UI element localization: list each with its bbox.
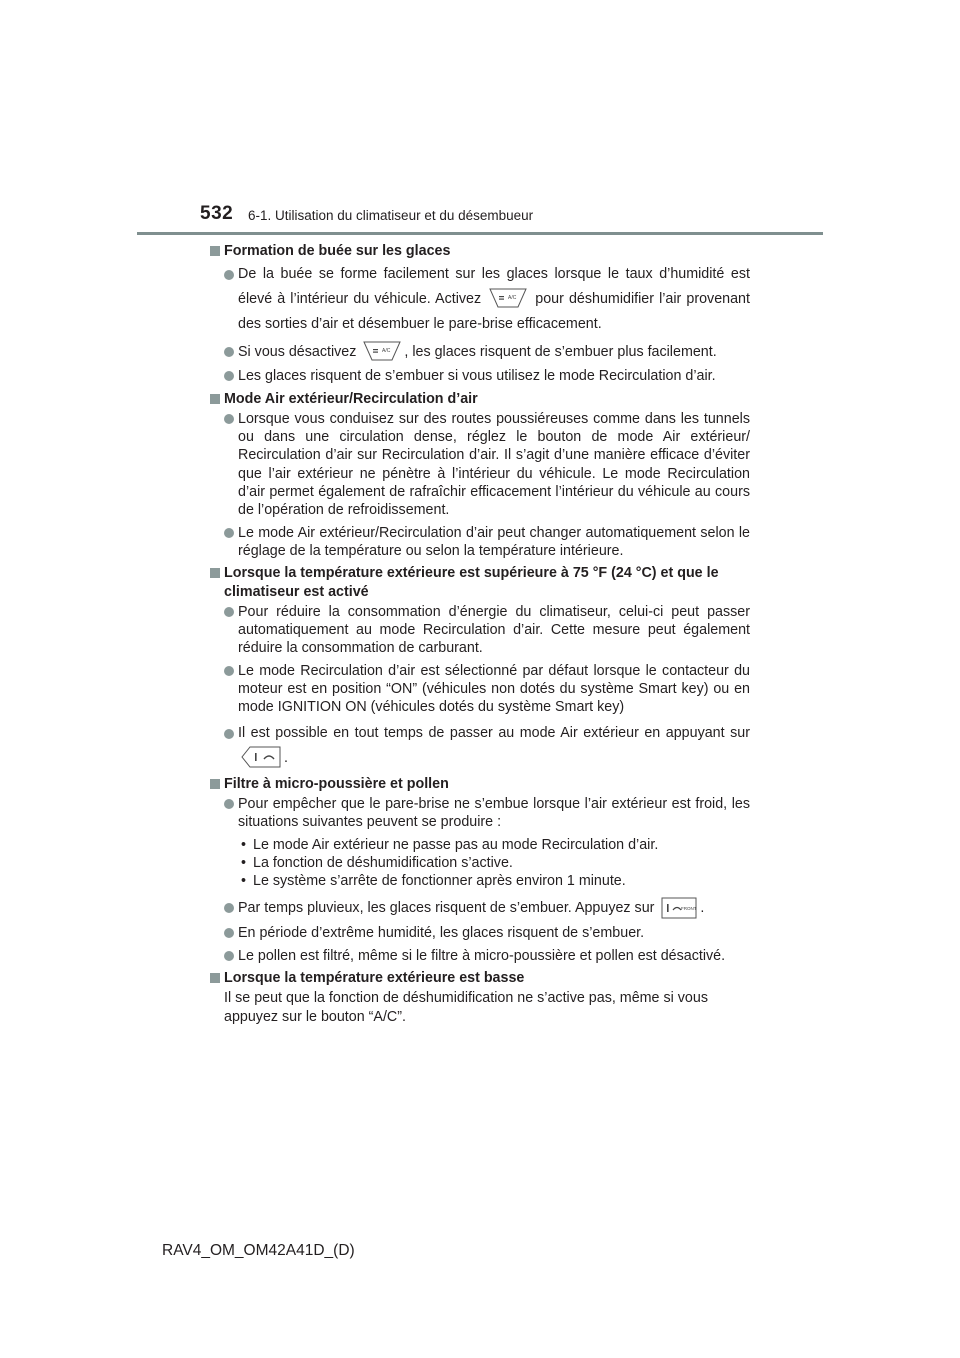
section-title-text: Lorsque la température extérieure est supérieure à 75 °F (24 °C) et que le climatiseur est activé xyxy=(224,565,719,600)
round-bullet-icon xyxy=(224,799,234,809)
outside-air-button-icon xyxy=(240,745,282,767)
round-bullet-icon xyxy=(224,607,234,617)
round-bullet-icon xyxy=(224,371,234,381)
bullet-text: Si vous désactivez xyxy=(238,344,357,361)
round-bullet-icon xyxy=(224,729,234,739)
bullet-text: Les glaces risquent de s’embuer si vous utilisez le mode Recirculation d’air. xyxy=(238,368,716,385)
bullet-item xyxy=(210,721,750,771)
bullet-item xyxy=(210,947,750,965)
bullet-item xyxy=(210,524,750,561)
ac-button-icon xyxy=(362,340,402,362)
header-rule xyxy=(137,232,823,235)
bullet-item xyxy=(210,410,750,520)
square-bullet-icon xyxy=(210,246,220,256)
page-content xyxy=(210,242,750,1027)
bullet-text: Lorsque vous conduisez sur des routes poussiéreuses comme dans les tunnels ou dans une circulation dense, réglez le bouton de mode Air extérieur/ Recirculation d’air sur Recirculation d’air. Il s’agit d’une manière efficace d’éviter que l’air extérieur ne pénètre à l’intérieur du véhicule. Le mode Recirculation d’air permet également de rafraîchir efficacement l’intérieur du véhicule au cours de l’opération de refroidissement. xyxy=(238,410,750,519)
section-title-text: Filtre à micro-poussière et pollen xyxy=(224,775,449,792)
bullet-text: . xyxy=(284,749,288,766)
section-temperature-haute xyxy=(210,564,750,770)
section-title-text: Lorsque la température extérieure est basse xyxy=(224,970,525,987)
bullet-item xyxy=(210,367,750,385)
section-title-text: Mode Air extérieur/Recirculation d’air xyxy=(224,390,478,407)
square-bullet-icon xyxy=(210,568,220,578)
bullet-item xyxy=(210,262,750,337)
front-defogger-label: FRONT xyxy=(681,905,697,911)
bullet-item xyxy=(210,896,750,920)
list-item: • Le système s’arrête de fonctionner après environ 1 minute. xyxy=(241,873,626,890)
bullet-item xyxy=(210,795,750,832)
section-title xyxy=(210,242,750,260)
bullet-text: Le pollen est filtré, même si le filtre à micro-poussière et pollen est désactivé. xyxy=(238,947,726,964)
section-air-exterieur xyxy=(210,390,750,561)
bullet-text: Pour empêcher que le pare-brise ne s’embue lorsque l’air extérieur est froid, les situations suivantes peuvent se produire : xyxy=(238,795,750,831)
bullet-text: Le mode Recirculation d’air est sélectionné par défaut lorsque le contacteur du moteur est en position “ON” (véhicules non dotés du système Smart key) ou en mode IGNITION ON (véhicules dotés du système Smart key) xyxy=(238,662,750,716)
document-code: RAV4_OM_OM42A41D_(D) xyxy=(162,1242,355,1259)
bullet-text: Pour réduire la consommation d’énergie du climatiseur, celui-ci peut passer automatiquement au mode Recirculation d’air. Cette mesure peut également réduire la consommation de carburant. xyxy=(238,603,750,657)
section-filtre xyxy=(210,775,750,965)
bullet-item xyxy=(210,341,750,363)
section-title xyxy=(210,969,750,987)
round-bullet-icon xyxy=(224,666,234,676)
square-bullet-icon xyxy=(210,394,220,404)
ac-button-icon xyxy=(488,287,528,309)
square-bullet-icon xyxy=(210,973,220,983)
square-bullet-icon xyxy=(210,779,220,789)
section-buee xyxy=(210,242,750,386)
round-bullet-icon xyxy=(224,347,234,357)
section-title-text: Formation de buée sur les glaces xyxy=(224,243,451,259)
front-defogger-button-icon xyxy=(660,896,698,918)
round-bullet-icon xyxy=(224,270,234,280)
bullet-text: Il est possible en tout temps de passer au mode Air extérieur en appuyant sur xyxy=(238,724,750,741)
bullet-item xyxy=(210,924,750,942)
bullet-item xyxy=(210,603,750,658)
round-bullet-icon xyxy=(224,414,234,424)
round-bullet-icon xyxy=(224,528,234,538)
bullet-text: . xyxy=(700,900,705,917)
list-item: • Le mode Air extérieur ne passe pas au mode Recirculation d’air. xyxy=(241,836,659,853)
page-number: 532 xyxy=(200,203,234,224)
round-bullet-icon xyxy=(224,928,234,938)
running-head: 6-1. Utilisation du climatiseur et du désembueur xyxy=(248,208,534,223)
bullet-text: En période d’extrême humidité, les glaces risquent de s’embuer. xyxy=(238,925,645,942)
paragraph: Il se peut que la fonction de déshumidification ne s’active pas, même si vous appuyez sur le bouton “A/C”. xyxy=(224,990,708,1025)
section-title xyxy=(210,390,750,408)
list-item: • La fonction de déshumidification s’active. xyxy=(241,854,513,871)
bullet-item xyxy=(210,662,750,717)
section-temperature-basse xyxy=(210,969,750,1026)
sub-list xyxy=(210,836,750,891)
round-bullet-icon xyxy=(224,951,234,961)
round-bullet-icon xyxy=(224,903,234,913)
bullet-text: , les glaces risquent de s’embuer plus facilement. xyxy=(404,344,717,361)
bullet-text: De la buée se forme facilement sur les glaces lorsque le taux d’humidité est élevé à l’intérieur du véhicule. Activez xyxy=(238,266,750,308)
bullet-text: Le mode Air extérieur/Recirculation d’air peut changer automatiquement selon le réglage de la température ou selon la température intérieure. xyxy=(238,524,750,559)
ac-button-label: A/C xyxy=(382,347,391,354)
bullet-text: Par temps pluvieux, les glaces risquent de s’embuer. Appuyez sur xyxy=(238,900,655,917)
ac-button-label: A/C xyxy=(508,294,517,301)
section-title xyxy=(210,564,750,601)
bullet-text: pour déshumidifier l’air provenant des sorties d’air et désembuer le pare-brise efficacement. xyxy=(238,291,750,333)
section-title xyxy=(210,775,750,793)
